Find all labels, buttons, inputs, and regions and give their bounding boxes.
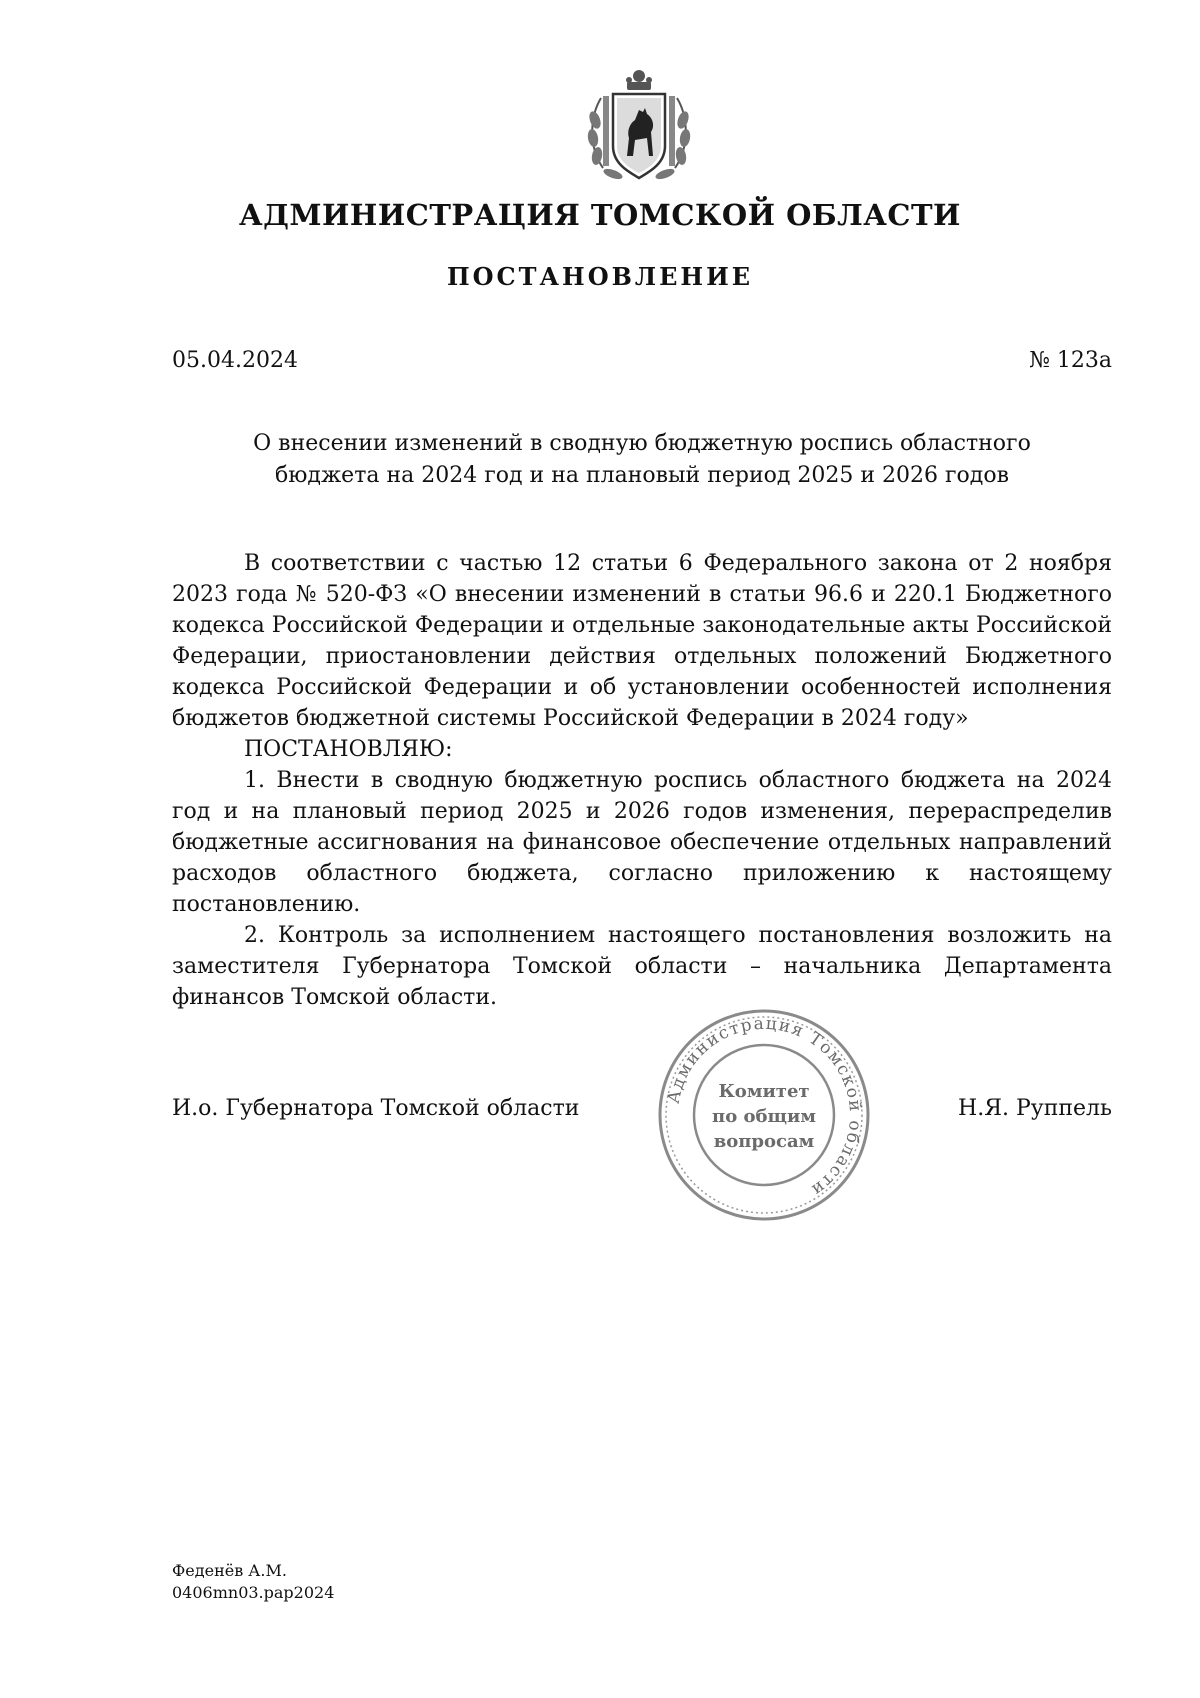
executor-name: Феденёв А.М. — [172, 1561, 287, 1580]
stamp-center-text — [654, 1079, 874, 1154]
document-subject — [172, 428, 1112, 492]
subject-line: бюджета на 2024 год и на плановый период 2025 и 2026 годов — [275, 463, 1009, 488]
preamble-paragraph: В соответствии с частью 12 статьи 6 Федерального закона от 2 ноября 2023 года № 520-ФЗ «О внесении изменений в статьи 96.6 и 220.1 Бюджетного кодекса Российской Федерации и отдельные законодательные акты Российской Федерации, приостановлении действия отдельных положений Бюджетного кодекса Российской Федерации и об установлении особенностей исполнения бюджетов бюджетной системы Российской Федерации в 2024 году» — [172, 551, 1112, 731]
executor-footer — [172, 1560, 334, 1604]
official-stamp — [654, 1005, 874, 1225]
subject-line: О внесении изменений в сводную бюджетную роспись областного — [253, 431, 1031, 456]
stamp-ring-text: Администрация Томской области — [663, 1013, 866, 1201]
signatory-role: И.о. Губернатора Томской области — [172, 1096, 580, 1121]
organization-title: АДМИНИСТРАЦИЯ ТОМСКОЙ ОБЛАСТИ — [239, 198, 961, 232]
document-number: № 123а — [1029, 348, 1112, 373]
decree-word: ПОСТАНОВЛЯЮ: — [244, 737, 453, 762]
file-reference: 0406mn03.pap2024 — [172, 1583, 335, 1602]
document-body — [172, 548, 1112, 1013]
stamp-line: по общим — [712, 1106, 816, 1127]
decree-item-2: 2. Контроль за исполнением настоящего постановления возложить на заместителя Губернатора Томской области – начальника Департамента финансов Томской области. — [172, 923, 1112, 1010]
tomsk-coat-of-arms-icon — [583, 68, 695, 188]
decree-item-1: 1. Внести в сводную бюджетную роспись областного бюджета на 2024 год и на плановый период 2025 и 2026 годов изменения, перераспределив бюджетные ассигнования на финансовое обеспечение отдельных направлений расходов областного бюджета, согласно приложению к настоящему постановлению. — [172, 768, 1112, 917]
document-date: 05.04.2024 — [172, 348, 298, 373]
signatory-name: Н.Я. Руппель — [958, 1096, 1112, 1121]
document-type: ПОСТАНОВЛЕНИЕ — [446, 262, 754, 291]
stamp-line: Комитет — [718, 1081, 810, 1102]
stamp-line: вопросам — [713, 1131, 815, 1152]
